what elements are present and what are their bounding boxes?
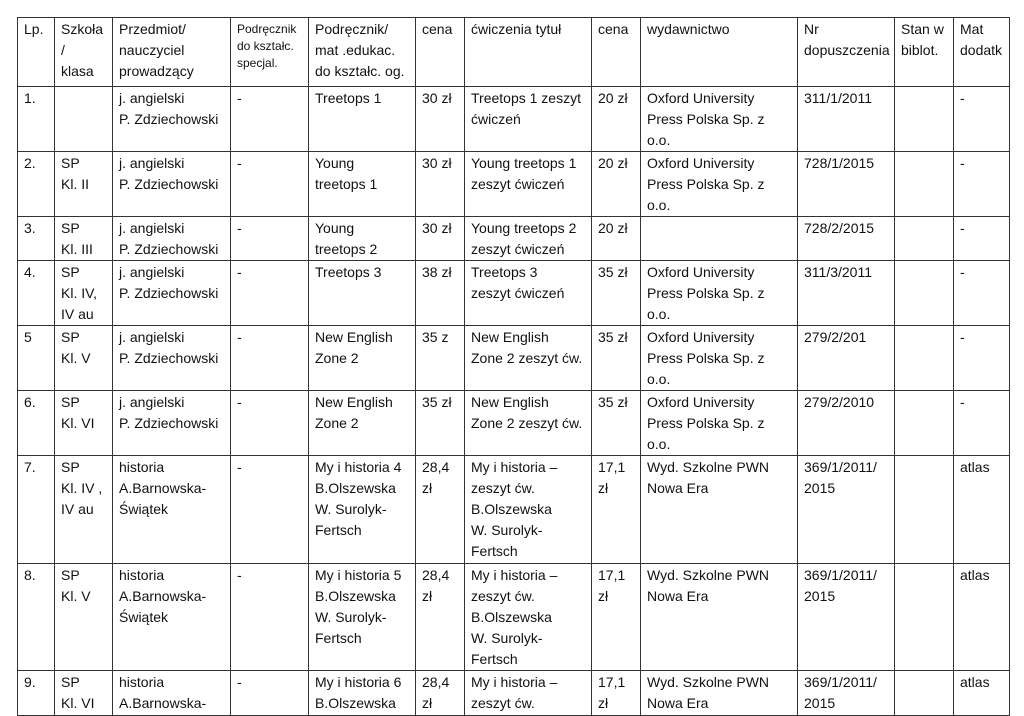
- cell-stan: [895, 391, 954, 456]
- cell-szkola: SP Kl. II: [55, 152, 113, 217]
- cell-podrecznik: Treetops 3: [309, 261, 416, 326]
- cell-cwiczenia: Treetops 1 zeszyt ćwiczeń: [465, 87, 592, 152]
- cell-cwiczenia: My i historia – zeszyt ćw.: [465, 671, 592, 716]
- cell-stan: [895, 152, 954, 217]
- header-podrecznik-spec: Podręcznik do kształc. specjal.: [231, 18, 309, 87]
- cell-podrecznik: New English Zone 2: [309, 326, 416, 391]
- table-row: [18, 87, 1010, 152]
- table-row: [18, 564, 1010, 671]
- cell-cwiczenia: My i historia – zeszyt ćw. B.Olszewska W. Surolyk- Fertsch: [465, 564, 592, 671]
- cell-cwiczenia: My i historia – zeszyt ćw. B.Olszewska W. Surolyk- Fertsch: [465, 456, 592, 564]
- cell-przedmiot: j. angielski P. Zdziechowski: [113, 261, 231, 326]
- cell-stan: [895, 456, 954, 564]
- cell-wydawnictwo: Oxford University Press Polska Sp. z o.o.: [641, 87, 798, 152]
- cell-lp: 9.: [18, 671, 55, 716]
- header-cena: cena: [416, 18, 465, 87]
- cell-cena: 28,4 zł: [416, 564, 465, 671]
- cell-mat: -: [954, 326, 1010, 391]
- header-nr: Nr dopuszczenia: [798, 18, 895, 87]
- cell-podrecznik-spec: -: [231, 261, 309, 326]
- cell-nr: 311/3/2011: [798, 261, 895, 326]
- header-szkola: Szkoła / klasa: [55, 18, 113, 87]
- cell-stan: [895, 217, 954, 261]
- cell-cena-cwiczenia: 20 zł: [592, 152, 641, 217]
- cell-stan: [895, 564, 954, 671]
- cell-szkola: SP Kl. IV, IV au: [55, 261, 113, 326]
- header-cena-cwiczenia: cena: [592, 18, 641, 87]
- cell-podrecznik-spec: -: [231, 87, 309, 152]
- cell-podrecznik: My i historia 5 B.Olszewska W. Surolyk- Fertsch: [309, 564, 416, 671]
- cell-wydawnictwo: Oxford University Press Polska Sp. z o.o.: [641, 261, 798, 326]
- cell-cena: 28,4 zł: [416, 456, 465, 564]
- cell-przedmiot: historia A.Barnowska-: [113, 671, 231, 716]
- cell-podrecznik: Young treetops 1: [309, 152, 416, 217]
- cell-lp: 2.: [18, 152, 55, 217]
- table-row: [18, 456, 1010, 564]
- cell-nr: 311/1/2011: [798, 87, 895, 152]
- cell-podrecznik: My i historia 4 B.Olszewska W. Surolyk- Fertsch: [309, 456, 416, 564]
- cell-cwiczenia: New English Zone 2 zeszyt ćw.: [465, 326, 592, 391]
- cell-mat: -: [954, 152, 1010, 217]
- cell-podrecznik: My i historia 6 B.Olszewska: [309, 671, 416, 716]
- cell-cena: 30 zł: [416, 217, 465, 261]
- header-wydawnictwo: wydawnictwo: [641, 18, 798, 87]
- cell-szkola: SP Kl. V: [55, 326, 113, 391]
- cell-cena-cwiczenia: 17,1 zł: [592, 456, 641, 564]
- cell-cena: 30 zł: [416, 87, 465, 152]
- cell-nr: 279/2/2010: [798, 391, 895, 456]
- table-row: [18, 326, 1010, 391]
- cell-przedmiot: historia A.Barnowska- Świątek: [113, 564, 231, 671]
- cell-podrecznik-spec: -: [231, 326, 309, 391]
- cell-cena: 38 zł: [416, 261, 465, 326]
- cell-cwiczenia: Young treetops 1 zeszyt ćwiczeń: [465, 152, 592, 217]
- cell-wydawnictwo: Oxford University Press Polska Sp. z o.o.: [641, 152, 798, 217]
- cell-lp: 1.: [18, 87, 55, 152]
- cell-cwiczenia: Young treetops 2 zeszyt ćwiczeń: [465, 217, 592, 261]
- header-podrecznik: Podręcznik/ mat .edukac. do kształc. og.: [309, 18, 416, 87]
- table-body: [18, 87, 1010, 716]
- cell-cena-cwiczenia: 35 zł: [592, 326, 641, 391]
- cell-podrecznik-spec: -: [231, 391, 309, 456]
- cell-lp: 7.: [18, 456, 55, 564]
- cell-szkola: SP Kl. III: [55, 217, 113, 261]
- cell-szkola: SP Kl. VI: [55, 391, 113, 456]
- header-przedmiot: Przedmiot/ nauczyciel prowadzący: [113, 18, 231, 87]
- cell-cwiczenia: New English Zone 2 zeszyt ćw.: [465, 391, 592, 456]
- cell-nr: 279/2/201: [798, 326, 895, 391]
- cell-podrecznik-spec: -: [231, 564, 309, 671]
- cell-przedmiot: j. angielski P. Zdziechowski: [113, 391, 231, 456]
- cell-mat: -: [954, 87, 1010, 152]
- cell-mat: atlas: [954, 671, 1010, 716]
- table-row: [18, 391, 1010, 456]
- cell-podrecznik: New English Zone 2: [309, 391, 416, 456]
- header-lp: Lp.: [18, 18, 55, 87]
- cell-podrecznik: Young treetops 2: [309, 217, 416, 261]
- cell-przedmiot: historia A.Barnowska- Świątek: [113, 456, 231, 564]
- header-mat: Mat dodatk: [954, 18, 1010, 87]
- cell-lp: 4.: [18, 261, 55, 326]
- cell-mat: -: [954, 261, 1010, 326]
- cell-przedmiot: j. angielski P. Zdziechowski: [113, 217, 231, 261]
- cell-mat: -: [954, 391, 1010, 456]
- cell-szkola: SP Kl. V: [55, 564, 113, 671]
- cell-stan: [895, 87, 954, 152]
- cell-mat: atlas: [954, 456, 1010, 564]
- header-row: [18, 18, 1010, 87]
- cell-podrecznik-spec: -: [231, 456, 309, 564]
- cell-stan: [895, 326, 954, 391]
- cell-mat: -: [954, 217, 1010, 261]
- cell-podrecznik-spec: -: [231, 217, 309, 261]
- cell-stan: [895, 671, 954, 716]
- textbook-table: [17, 17, 1010, 716]
- cell-wydawnictwo: Wyd. Szkolne PWN Nowa Era: [641, 456, 798, 564]
- cell-przedmiot: j. angielski P. Zdziechowski: [113, 152, 231, 217]
- table-row: [18, 671, 1010, 716]
- header-cwiczenia: ćwiczenia tytuł: [465, 18, 592, 87]
- cell-nr: 728/1/2015: [798, 152, 895, 217]
- cell-nr: 369/1/2011/ 2015: [798, 671, 895, 716]
- cell-lp: 8.: [18, 564, 55, 671]
- cell-cena-cwiczenia: 17,1 zł: [592, 671, 641, 716]
- cell-cwiczenia: Treetops 3 zeszyt ćwiczeń: [465, 261, 592, 326]
- cell-stan: [895, 261, 954, 326]
- cell-cena-cwiczenia: 17,1 zł: [592, 564, 641, 671]
- cell-nr: 728/2/2015: [798, 217, 895, 261]
- table-row: [18, 152, 1010, 217]
- cell-nr: 369/1/2011/ 2015: [798, 456, 895, 564]
- cell-nr: 369/1/2011/ 2015: [798, 564, 895, 671]
- cell-cena: 35 z: [416, 326, 465, 391]
- cell-cena: 35 zł: [416, 391, 465, 456]
- cell-mat: atlas: [954, 564, 1010, 671]
- cell-szkola: [55, 87, 113, 152]
- cell-cena-cwiczenia: 35 zł: [592, 261, 641, 326]
- cell-wydawnictwo: Oxford University Press Polska Sp. z o.o.: [641, 326, 798, 391]
- table-row: [18, 261, 1010, 326]
- cell-wydawnictwo: Wyd. Szkolne PWN Nowa Era: [641, 564, 798, 671]
- cell-lp: 5: [18, 326, 55, 391]
- cell-podrecznik-spec: -: [231, 152, 309, 217]
- cell-lp: 6.: [18, 391, 55, 456]
- cell-przedmiot: j. angielski P. Zdziechowski: [113, 326, 231, 391]
- header-stan: Stan w biblot.: [895, 18, 954, 87]
- cell-cena: 28,4 zł: [416, 671, 465, 716]
- cell-wydawnictwo: [641, 217, 798, 261]
- cell-cena-cwiczenia: 20 zł: [592, 217, 641, 261]
- cell-podrecznik-spec: -: [231, 671, 309, 716]
- table-row: [18, 217, 1010, 261]
- cell-cena: 30 zł: [416, 152, 465, 217]
- cell-podrecznik: Treetops 1: [309, 87, 416, 152]
- cell-cena-cwiczenia: 20 zł: [592, 87, 641, 152]
- cell-wydawnictwo: Oxford University Press Polska Sp. z o.o.: [641, 391, 798, 456]
- cell-przedmiot: j. angielski P. Zdziechowski: [113, 87, 231, 152]
- cell-wydawnictwo: Wyd. Szkolne PWN Nowa Era: [641, 671, 798, 716]
- cell-cena-cwiczenia: 35 zł: [592, 391, 641, 456]
- cell-szkola: SP Kl. IV , IV au: [55, 456, 113, 564]
- cell-szkola: SP Kl. VI: [55, 671, 113, 716]
- cell-lp: 3.: [18, 217, 55, 261]
